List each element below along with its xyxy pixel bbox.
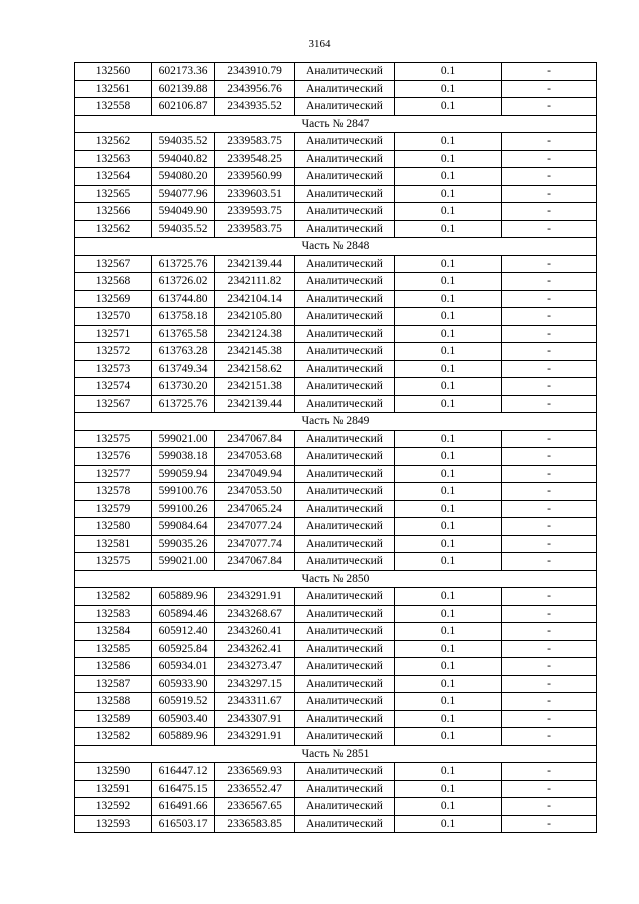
note-cell: - [502,325,597,343]
y-coordinate-cell: 2347077.24 [215,518,295,536]
table-row [75,343,597,361]
note-cell: - [502,185,597,203]
x-coordinate-cell: 602106.87 [152,98,215,116]
method-cell: Аналитический [295,203,395,221]
point-id-cell: 132589 [75,710,152,728]
note-cell: - [502,605,597,623]
method-cell: Аналитический [295,63,395,81]
y-coordinate-cell: 2343910.79 [215,63,295,81]
method-cell: Аналитический [295,290,395,308]
table-row [75,710,597,728]
x-coordinate-cell: 605919.52 [152,693,215,711]
accuracy-cell: 0.1 [395,640,502,658]
table-row [75,815,597,833]
method-cell: Аналитический [295,273,395,291]
note-cell: - [502,343,597,361]
accuracy-cell: 0.1 [395,763,502,781]
x-coordinate-cell: 616503.17 [152,815,215,833]
note-cell: - [502,63,597,81]
x-coordinate-cell: 613725.76 [152,255,215,273]
accuracy-cell: 0.1 [395,150,502,168]
note-cell: - [502,710,597,728]
table-row [75,98,597,116]
x-coordinate-cell: 616491.66 [152,798,215,816]
note-cell: - [502,290,597,308]
method-cell: Аналитический [295,430,395,448]
accuracy-cell: 0.1 [395,343,502,361]
accuracy-cell: 0.1 [395,308,502,326]
point-id-cell: 132563 [75,150,152,168]
note-cell: - [502,430,597,448]
x-coordinate-cell: 605889.96 [152,588,215,606]
table-row [75,693,597,711]
method-cell: Аналитический [295,518,395,536]
table-row [75,763,597,781]
x-coordinate-cell: 616447.12 [152,763,215,781]
point-id-cell: 132564 [75,168,152,186]
method-cell: Аналитический [295,675,395,693]
y-coordinate-cell: 2347077.74 [215,535,295,553]
y-coordinate-cell: 2342104.14 [215,290,295,308]
y-coordinate-cell: 2347067.84 [215,430,295,448]
section-title: Часть № 2847 [75,115,597,133]
y-coordinate-cell: 2343291.91 [215,588,295,606]
y-coordinate-cell: 2347049.94 [215,465,295,483]
point-id-cell: 132585 [75,640,152,658]
method-cell: Аналитический [295,150,395,168]
section-header-row [75,238,597,256]
point-id-cell: 132590 [75,763,152,781]
y-coordinate-cell: 2339548.25 [215,150,295,168]
x-coordinate-cell: 599084.64 [152,518,215,536]
table-row [75,80,597,98]
y-coordinate-cell: 2343935.52 [215,98,295,116]
x-coordinate-cell: 599100.76 [152,483,215,501]
accuracy-cell: 0.1 [395,98,502,116]
y-coordinate-cell: 2347067.84 [215,553,295,571]
table-row [75,360,597,378]
note-cell: - [502,588,597,606]
section-title: Часть № 2850 [75,570,597,588]
method-cell: Аналитический [295,605,395,623]
table-row [75,273,597,291]
method-cell: Аналитический [295,448,395,466]
point-id-cell: 132586 [75,658,152,676]
method-cell: Аналитический [295,623,395,641]
x-coordinate-cell: 602139.88 [152,80,215,98]
section-title: Часть № 2848 [75,238,597,256]
table-row [75,553,597,571]
method-cell: Аналитический [295,780,395,798]
point-id-cell: 132582 [75,728,152,746]
y-coordinate-cell: 2347053.50 [215,483,295,501]
accuracy-cell: 0.1 [395,185,502,203]
y-coordinate-cell: 2342139.44 [215,255,295,273]
accuracy-cell: 0.1 [395,220,502,238]
method-cell: Аналитический [295,80,395,98]
table-row [75,150,597,168]
point-id-cell: 132575 [75,553,152,571]
method-cell: Аналитический [295,483,395,501]
table-row [75,290,597,308]
section-header-row [75,570,597,588]
x-coordinate-cell: 594040.82 [152,150,215,168]
x-coordinate-cell: 613765.58 [152,325,215,343]
note-cell: - [502,675,597,693]
table-row [75,448,597,466]
page-number: 3164 [308,38,331,50]
table-row [75,185,597,203]
table-row [75,605,597,623]
accuracy-cell: 0.1 [395,728,502,746]
x-coordinate-cell: 613725.76 [152,395,215,413]
accuracy-cell: 0.1 [395,588,502,606]
table-row [75,728,597,746]
note-cell: - [502,518,597,536]
accuracy-cell: 0.1 [395,290,502,308]
method-cell: Аналитический [295,693,395,711]
accuracy-cell: 0.1 [395,693,502,711]
method-cell: Аналитический [295,640,395,658]
note-cell: - [502,553,597,571]
accuracy-cell: 0.1 [395,325,502,343]
note-cell: - [502,203,597,221]
note-cell: - [502,150,597,168]
table-row [75,395,597,413]
y-coordinate-cell: 2342139.44 [215,395,295,413]
x-coordinate-cell: 613730.20 [152,378,215,396]
accuracy-cell: 0.1 [395,483,502,501]
note-cell: - [502,798,597,816]
point-id-cell: 132579 [75,500,152,518]
table-row [75,623,597,641]
method-cell: Аналитический [295,395,395,413]
accuracy-cell: 0.1 [395,623,502,641]
accuracy-cell: 0.1 [395,465,502,483]
method-cell: Аналитический [295,325,395,343]
method-cell: Аналитический [295,98,395,116]
point-id-cell: 132567 [75,255,152,273]
point-id-cell: 132578 [75,483,152,501]
y-coordinate-cell: 2336567.65 [215,798,295,816]
accuracy-cell: 0.1 [395,378,502,396]
note-cell: - [502,693,597,711]
x-coordinate-cell: 605894.46 [152,605,215,623]
point-id-cell: 132580 [75,518,152,536]
note-cell: - [502,658,597,676]
accuracy-cell: 0.1 [395,658,502,676]
accuracy-cell: 0.1 [395,273,502,291]
table-row [75,133,597,151]
accuracy-cell: 0.1 [395,448,502,466]
note-cell: - [502,640,597,658]
y-coordinate-cell: 2343956.76 [215,80,295,98]
x-coordinate-cell: 605934.01 [152,658,215,676]
note-cell: - [502,500,597,518]
point-id-cell: 132583 [75,605,152,623]
point-id-cell: 132561 [75,80,152,98]
method-cell: Аналитический [295,798,395,816]
point-id-cell: 132581 [75,535,152,553]
accuracy-cell: 0.1 [395,203,502,221]
note-cell: - [502,273,597,291]
note-cell: - [502,255,597,273]
method-cell: Аналитический [295,763,395,781]
coordinates-table-body [75,63,597,833]
x-coordinate-cell: 599059.94 [152,465,215,483]
accuracy-cell: 0.1 [395,133,502,151]
accuracy-cell: 0.1 [395,360,502,378]
table-row [75,378,597,396]
point-id-cell: 132567 [75,395,152,413]
section-title: Часть № 2851 [75,745,597,763]
y-coordinate-cell: 2342145.38 [215,343,295,361]
method-cell: Аналитический [295,378,395,396]
table-row [75,588,597,606]
point-id-cell: 132584 [75,623,152,641]
y-coordinate-cell: 2342124.38 [215,325,295,343]
table-row [75,640,597,658]
x-coordinate-cell: 605933.90 [152,675,215,693]
section-header-row [75,413,597,431]
point-id-cell: 132573 [75,360,152,378]
method-cell: Аналитический [295,133,395,151]
section-header-row [75,745,597,763]
note-cell: - [502,98,597,116]
x-coordinate-cell: 594077.96 [152,185,215,203]
x-coordinate-cell: 605889.96 [152,728,215,746]
table-row [75,535,597,553]
y-coordinate-cell: 2343268.67 [215,605,295,623]
point-id-cell: 132592 [75,798,152,816]
note-cell: - [502,133,597,151]
x-coordinate-cell: 613758.18 [152,308,215,326]
accuracy-cell: 0.1 [395,815,502,833]
method-cell: Аналитический [295,658,395,676]
table-row [75,658,597,676]
note-cell: - [502,623,597,641]
accuracy-cell: 0.1 [395,535,502,553]
section-title: Часть № 2849 [75,413,597,431]
y-coordinate-cell: 2339560.99 [215,168,295,186]
method-cell: Аналитический [295,465,395,483]
x-coordinate-cell: 599021.00 [152,553,215,571]
x-coordinate-cell: 613749.34 [152,360,215,378]
note-cell: - [502,308,597,326]
point-id-cell: 132570 [75,308,152,326]
point-id-cell: 132577 [75,465,152,483]
table-row [75,255,597,273]
table-row [75,325,597,343]
note-cell: - [502,763,597,781]
y-coordinate-cell: 2336583.85 [215,815,295,833]
point-id-cell: 132566 [75,203,152,221]
accuracy-cell: 0.1 [395,500,502,518]
method-cell: Аналитический [295,308,395,326]
section-header-row [75,115,597,133]
table-row [75,518,597,536]
point-id-cell: 132565 [75,185,152,203]
method-cell: Аналитический [295,168,395,186]
note-cell: - [502,395,597,413]
method-cell: Аналитический [295,185,395,203]
method-cell: Аналитический [295,343,395,361]
accuracy-cell: 0.1 [395,798,502,816]
method-cell: Аналитический [295,255,395,273]
table-row [75,430,597,448]
method-cell: Аналитический [295,500,395,518]
x-coordinate-cell: 594049.90 [152,203,215,221]
x-coordinate-cell: 599021.00 [152,430,215,448]
accuracy-cell: 0.1 [395,80,502,98]
x-coordinate-cell: 594035.52 [152,220,215,238]
x-coordinate-cell: 613726.02 [152,273,215,291]
note-cell: - [502,378,597,396]
accuracy-cell: 0.1 [395,168,502,186]
point-id-cell: 132588 [75,693,152,711]
note-cell: - [502,360,597,378]
note-cell: - [502,168,597,186]
y-coordinate-cell: 2339583.75 [215,133,295,151]
table-row [75,500,597,518]
table-row [75,308,597,326]
note-cell: - [502,448,597,466]
method-cell: Аналитический [295,728,395,746]
table-row [75,220,597,238]
y-coordinate-cell: 2342111.82 [215,273,295,291]
table-row [75,798,597,816]
y-coordinate-cell: 2339593.75 [215,203,295,221]
table-row [75,675,597,693]
y-coordinate-cell: 2343260.41 [215,623,295,641]
point-id-cell: 132593 [75,815,152,833]
y-coordinate-cell: 2343291.91 [215,728,295,746]
accuracy-cell: 0.1 [395,518,502,536]
method-cell: Аналитический [295,535,395,553]
point-id-cell: 132562 [75,220,152,238]
note-cell: - [502,80,597,98]
point-id-cell: 132560 [75,63,152,81]
method-cell: Аналитический [295,553,395,571]
x-coordinate-cell: 594080.20 [152,168,215,186]
table-row [75,483,597,501]
y-coordinate-cell: 2347053.68 [215,448,295,466]
point-id-cell: 132562 [75,133,152,151]
point-id-cell: 132569 [75,290,152,308]
x-coordinate-cell: 613744.80 [152,290,215,308]
method-cell: Аналитический [295,360,395,378]
y-coordinate-cell: 2342158.62 [215,360,295,378]
point-id-cell: 132575 [75,430,152,448]
accuracy-cell: 0.1 [395,675,502,693]
table-row [75,465,597,483]
accuracy-cell: 0.1 [395,430,502,448]
table-row [75,203,597,221]
y-coordinate-cell: 2339583.75 [215,220,295,238]
y-coordinate-cell: 2336552.47 [215,780,295,798]
table-row [75,780,597,798]
note-cell: - [502,220,597,238]
point-id-cell: 132591 [75,780,152,798]
accuracy-cell: 0.1 [395,395,502,413]
point-id-cell: 132574 [75,378,152,396]
x-coordinate-cell: 605912.40 [152,623,215,641]
method-cell: Аналитический [295,815,395,833]
accuracy-cell: 0.1 [395,710,502,728]
point-id-cell: 132568 [75,273,152,291]
point-id-cell: 132571 [75,325,152,343]
note-cell: - [502,815,597,833]
accuracy-cell: 0.1 [395,605,502,623]
note-cell: - [502,780,597,798]
x-coordinate-cell: 616475.15 [152,780,215,798]
accuracy-cell: 0.1 [395,255,502,273]
y-coordinate-cell: 2343262.41 [215,640,295,658]
accuracy-cell: 0.1 [395,63,502,81]
point-id-cell: 132558 [75,98,152,116]
method-cell: Аналитический [295,710,395,728]
coordinates-table [74,62,597,833]
x-coordinate-cell: 613763.28 [152,343,215,361]
method-cell: Аналитический [295,220,395,238]
table-row [75,63,597,81]
x-coordinate-cell: 594035.52 [152,133,215,151]
x-coordinate-cell: 599100.26 [152,500,215,518]
y-coordinate-cell: 2342105.80 [215,308,295,326]
accuracy-cell: 0.1 [395,553,502,571]
y-coordinate-cell: 2336569.93 [215,763,295,781]
note-cell: - [502,728,597,746]
note-cell: - [502,465,597,483]
y-coordinate-cell: 2342151.38 [215,378,295,396]
x-coordinate-cell: 605925.84 [152,640,215,658]
y-coordinate-cell: 2347065.24 [215,500,295,518]
note-cell: - [502,483,597,501]
y-coordinate-cell: 2339603.51 [215,185,295,203]
x-coordinate-cell: 599038.18 [152,448,215,466]
point-id-cell: 132587 [75,675,152,693]
y-coordinate-cell: 2343307.91 [215,710,295,728]
point-id-cell: 132572 [75,343,152,361]
table-row [75,168,597,186]
point-id-cell: 132576 [75,448,152,466]
y-coordinate-cell: 2343273.47 [215,658,295,676]
method-cell: Аналитический [295,588,395,606]
accuracy-cell: 0.1 [395,780,502,798]
x-coordinate-cell: 602173.36 [152,63,215,81]
point-id-cell: 132582 [75,588,152,606]
x-coordinate-cell: 605903.40 [152,710,215,728]
x-coordinate-cell: 599035.26 [152,535,215,553]
note-cell: - [502,535,597,553]
y-coordinate-cell: 2343297.15 [215,675,295,693]
y-coordinate-cell: 2343311.67 [215,693,295,711]
